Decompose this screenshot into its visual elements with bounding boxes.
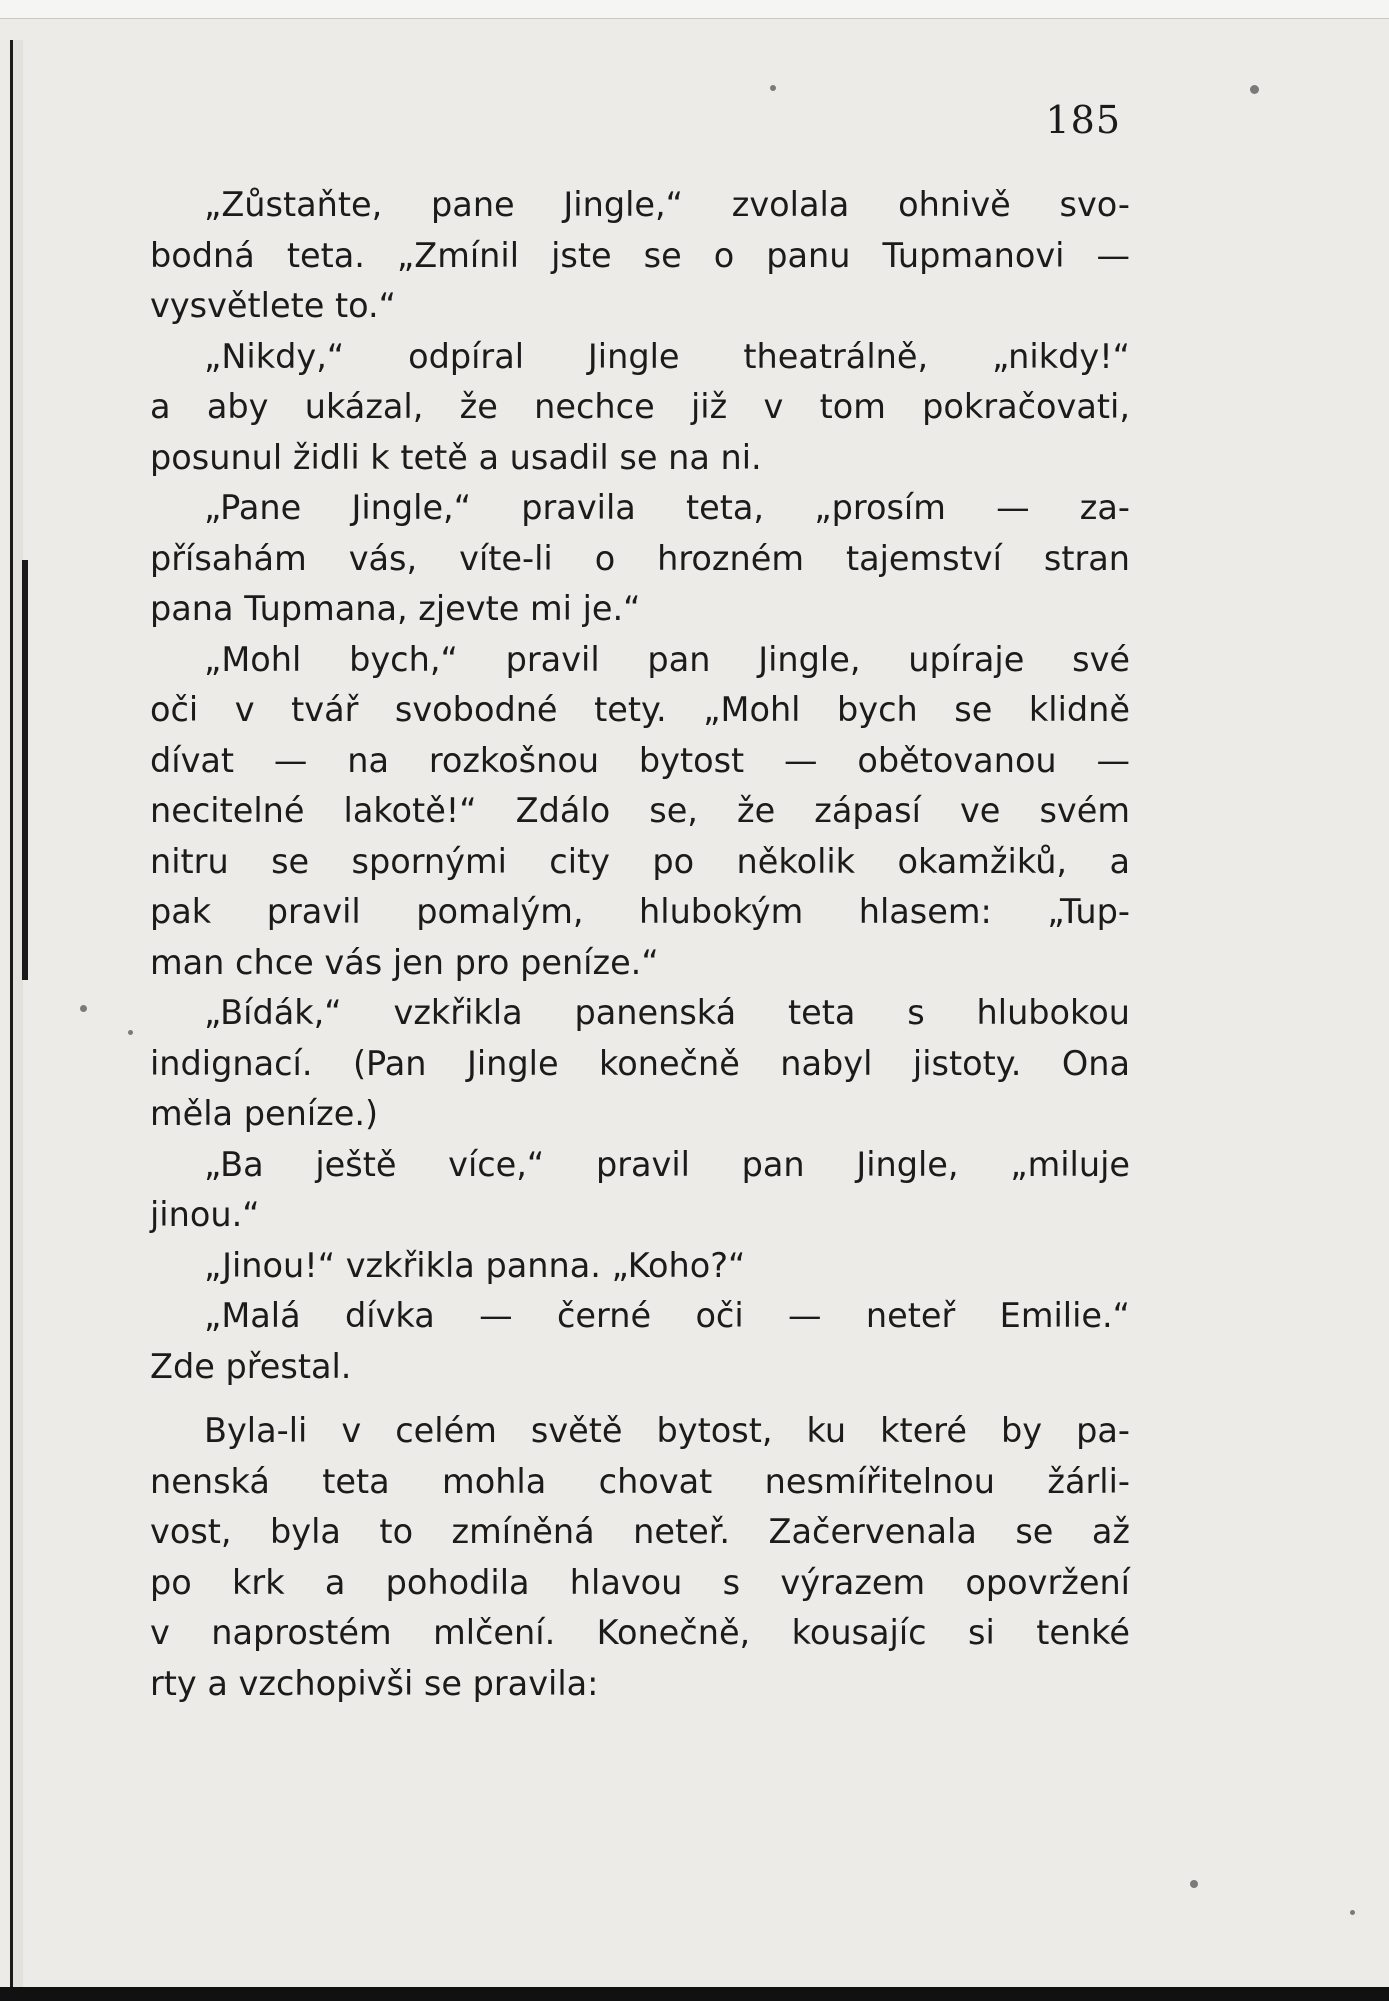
paragraph xyxy=(150,1241,1130,1292)
paragraph xyxy=(150,332,1130,484)
text-line: jinou.“ xyxy=(150,1195,260,1234)
page-number: 185 xyxy=(1045,98,1121,142)
paragraph xyxy=(150,988,1130,1140)
scan-top-edge xyxy=(0,0,1389,19)
text-line: „Malá dívka — černé oči — neteř Emilie.“ xyxy=(204,1296,1130,1335)
paragraph xyxy=(150,635,1130,989)
scan-bottom-edge xyxy=(0,1987,1389,2001)
text-line: rty a vzchopivši se pravila: xyxy=(150,1663,599,1703)
text-line: „Ba ještě více,“ pravil pan Jingle, „miluje xyxy=(204,1144,1130,1184)
text-line: posunul židli k tetě a usadil se na ni. xyxy=(150,437,762,477)
text-line: oči v tvář svobodné tety. „Mohl bych se klidně xyxy=(150,690,1130,729)
text-line: „Bídák,“ vzkřikla panenská teta s hlubokou xyxy=(204,993,1130,1032)
text-line: nenská teta mohla chovat nesmířitelnou žárli- xyxy=(150,1461,1130,1501)
text-line: měla peníze.) xyxy=(150,1094,379,1133)
paragraph xyxy=(150,1406,1130,1709)
text-line: man chce vás jen pro peníze.“ xyxy=(150,942,659,982)
text-line: přísahám vás, víte-li o hrozném tajemství stran xyxy=(150,538,1130,578)
scan-binding-shadow xyxy=(22,560,28,980)
text-line: „Zůstaňte, pane Jingle,“ zvolala ohnivě svo- xyxy=(204,185,1130,224)
scan-speck xyxy=(1190,1880,1198,1888)
text-line: pana Tupmana, zjevte mi je.“ xyxy=(150,589,641,628)
paragraph xyxy=(150,180,1130,332)
paragraph xyxy=(150,1140,1130,1241)
text-line: Byla-li v celém světě bytost, ku které by pa- xyxy=(204,1411,1130,1450)
text-line: necitelné lakotě!“ Zdálo se, že zápasí ve svém xyxy=(150,791,1130,830)
scan-speck xyxy=(1350,1910,1355,1915)
scan-left-edge xyxy=(10,40,23,2000)
paragraph xyxy=(150,483,1130,635)
body-text xyxy=(150,180,1130,1709)
text-line: „Pane Jingle,“ pravila teta, „prosím — za- xyxy=(204,488,1130,527)
scan-speck xyxy=(1250,85,1259,94)
text-line: v naprostém mlčení. Konečně, kousajíc si tenké xyxy=(150,1613,1130,1652)
scan-speck xyxy=(770,85,776,91)
paragraph xyxy=(150,1291,1130,1392)
text-line: a aby ukázal, že nechce již v tom pokračovati, xyxy=(150,387,1130,426)
text-line: „Jinou!“ vzkřikla panna. „Koho?“ xyxy=(204,1245,746,1285)
text-line: Zde přestal. xyxy=(150,1346,352,1386)
text-line: indignací. (Pan Jingle konečně nabyl jistoty. Ona xyxy=(150,1043,1130,1083)
scan-speck xyxy=(128,1030,133,1035)
text-line: bodná teta. „Zmínil jste se o panu Tupmanovi — xyxy=(150,235,1130,275)
text-line: vost, byla to zmíněná neteř. Začervenala se až xyxy=(150,1512,1130,1551)
text-line: vysvětlete to.“ xyxy=(150,286,397,325)
text-line: „Mohl bych,“ pravil pan Jingle, upíraje své xyxy=(204,639,1130,679)
scan-speck xyxy=(80,1005,87,1012)
text-line: pak pravil pomalým, hlubokým hlasem: „Tup- xyxy=(150,892,1130,931)
text-line: nitru se spornými city po několik okamžiků, a xyxy=(150,841,1130,881)
text-line: „Nikdy,“ odpíral Jingle theatrálně, „nikdy!“ xyxy=(204,336,1130,376)
text-line: po krk a pohodila hlavou s výrazem opovržení xyxy=(150,1562,1130,1602)
text-line: dívat — na rozkošnou bytost — obětovanou — xyxy=(150,740,1130,780)
